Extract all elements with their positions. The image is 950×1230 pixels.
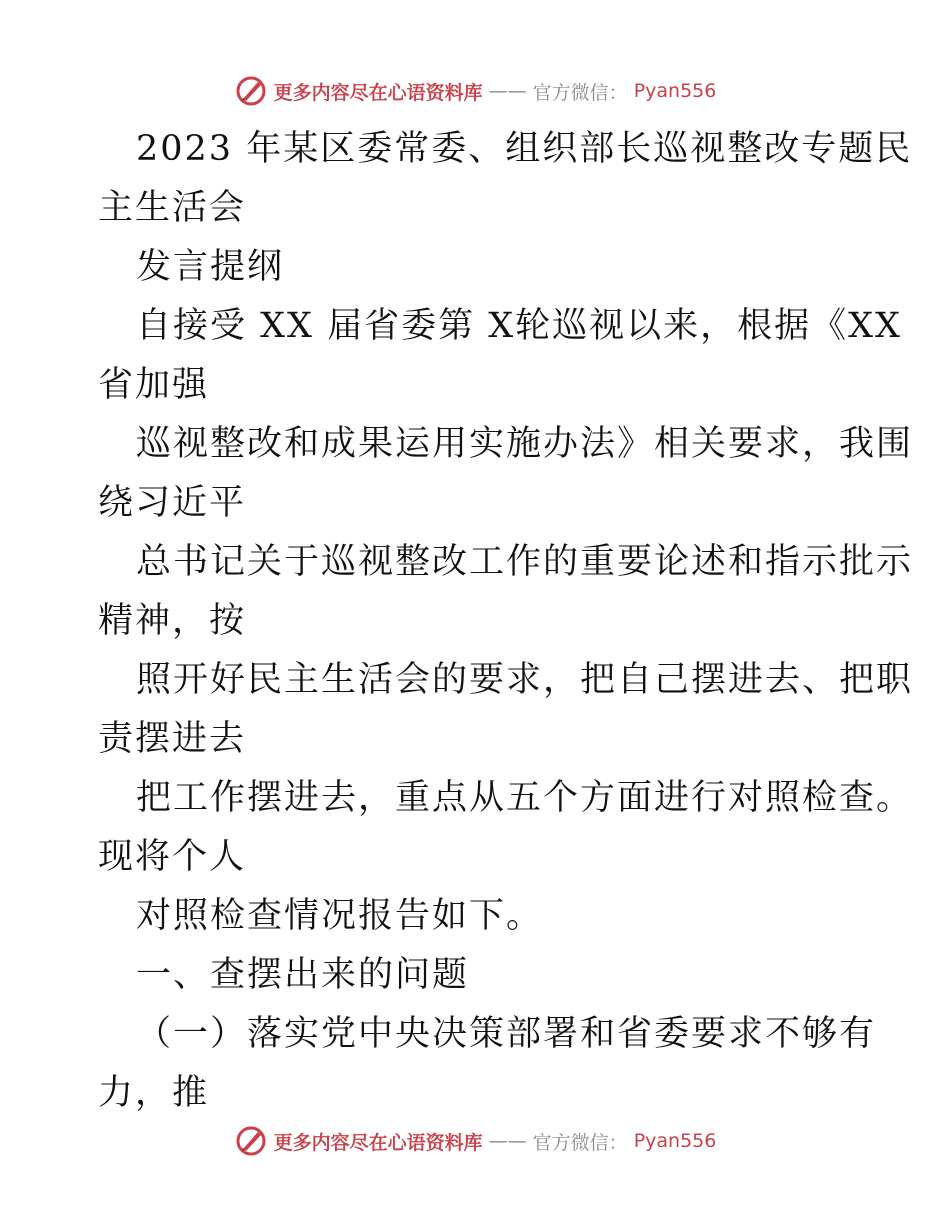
paragraph-line: 现将个人 <box>98 837 247 877</box>
paragraph-line: 省加强 <box>98 365 210 405</box>
document-subtitle: 发言提纲 <box>136 247 285 287</box>
watermark-separator: —— <box>488 1130 527 1152</box>
watermark-account: Pyan556 <box>633 80 717 102</box>
paragraph-line: 力，推 <box>98 1073 210 1113</box>
paragraph-line: 对照检查情况报告如下。 <box>136 896 544 936</box>
document-title-line-2: 主生活会 <box>98 188 247 228</box>
paragraph-line: 照开好民主生活会的要求，把自己摆进去、把职 <box>136 660 914 700</box>
section-heading: 一、查摆出来的问题 <box>136 955 470 995</box>
header-watermark <box>0 74 950 108</box>
quill-pen-logo-icon <box>234 1124 268 1158</box>
watermark-official: 官方微信： <box>532 81 628 104</box>
paragraph-line: 把工作摆进去，重点从五个方面进行对照检查。 <box>136 778 914 818</box>
watermark-official: 官方微信： <box>532 1131 628 1154</box>
paragraph-line: 精神，按 <box>98 601 247 641</box>
paragraph-line: 巡视整改和成果运用实施办法》相关要求，我围 <box>136 424 914 464</box>
subsection-heading: （一）落实党中央决策部署和省委要求不够有 <box>136 1014 877 1054</box>
paragraph-line: 绕习近平 <box>98 483 247 523</box>
watermark-separator: —— <box>488 80 527 102</box>
quill-pen-logo-icon <box>234 74 268 108</box>
document-body <box>98 120 914 1123</box>
paragraph-line: 责摆进去 <box>98 719 247 759</box>
watermark-account: Pyan556 <box>633 1130 717 1152</box>
footer-watermark <box>0 1124 950 1158</box>
watermark-brand: 更多内容尽在心语资料库 <box>273 1131 483 1154</box>
paragraph-line: 总书记关于巡视整改工作的重要论述和指示批示 <box>136 542 914 582</box>
paragraph-line: 自接受 XX 届省委第 X轮巡视以来，根据《XX <box>136 306 902 346</box>
watermark-brand: 更多内容尽在心语资料库 <box>273 81 483 104</box>
document-title-line-1: 2023 年某区委常委、组织部长巡视整改专题民 <box>136 129 913 169</box>
